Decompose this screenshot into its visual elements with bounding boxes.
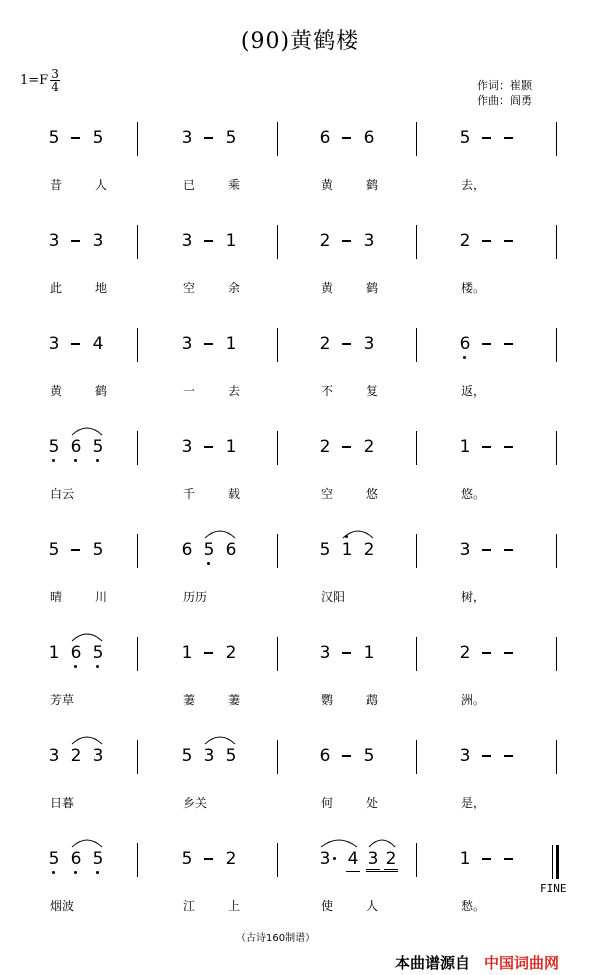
note: 3: [48, 231, 60, 251]
note: 5: [47, 849, 61, 869]
note: 6: [225, 540, 237, 560]
lyric: 昔: [50, 178, 63, 192]
note: 3: [363, 334, 375, 354]
note: 3: [181, 231, 193, 251]
system-6: [0, 643, 600, 735]
duration-dash: [482, 240, 491, 242]
note: 3: [319, 849, 331, 869]
note: 1: [225, 437, 237, 457]
key-label: 1=F: [20, 73, 49, 88]
note: 5: [91, 849, 105, 869]
note: 6: [69, 849, 83, 869]
duration-dash: [71, 137, 80, 139]
system-3: [0, 334, 600, 426]
slur: [342, 527, 374, 539]
note: 5: [459, 128, 471, 148]
duration-dash: [71, 549, 80, 551]
low-octave-dot: [74, 665, 77, 668]
note: 3: [319, 643, 331, 663]
final-barline-thin: [552, 845, 553, 879]
barline: [277, 225, 278, 259]
duration-dash: [204, 137, 213, 139]
lyric: 日暮: [50, 796, 75, 810]
note: 3: [367, 849, 379, 869]
note: 5: [319, 540, 331, 560]
lyric: 鹉: [366, 693, 379, 707]
lyric: 芳草: [50, 693, 75, 707]
barline: [137, 843, 138, 877]
note: 2: [363, 540, 375, 560]
note: 1: [225, 334, 237, 354]
lyric: 返，: [461, 384, 486, 398]
lyric: 树，: [461, 590, 486, 604]
low-octave-dot: [74, 459, 77, 462]
system-1: [0, 128, 600, 220]
note: 3: [181, 437, 193, 457]
barline: [416, 534, 417, 568]
barline: [556, 431, 557, 465]
lyric: 江: [183, 899, 196, 913]
barline: [277, 740, 278, 774]
note: 5: [92, 540, 104, 560]
duration-dash: [482, 137, 491, 139]
barline: [137, 740, 138, 774]
note: 2: [363, 437, 375, 457]
duration-dash: [342, 755, 351, 757]
duration-dash: [504, 446, 513, 448]
barline: [556, 637, 557, 671]
note: 3: [181, 334, 193, 354]
note: 6: [69, 643, 83, 663]
lyric: 一: [183, 384, 196, 398]
barline: [416, 843, 417, 877]
lyric: 上: [228, 899, 241, 913]
lyric: 千: [183, 487, 196, 501]
source-brand: 中国词曲网: [484, 954, 560, 972]
lyric: 空: [183, 281, 196, 295]
eighth-underline: [346, 871, 360, 872]
lyric: 黄: [321, 178, 334, 192]
duration-dash: [342, 343, 351, 345]
credits: [477, 78, 532, 108]
note: 1: [340, 540, 354, 560]
note: 6: [319, 746, 331, 766]
lyric: 萋: [183, 693, 196, 707]
low-octave-dot: [52, 459, 55, 462]
slur: [204, 527, 236, 539]
note: 1: [363, 643, 375, 663]
note: 6: [458, 334, 472, 354]
lyric: 此: [50, 281, 63, 295]
barline: [277, 328, 278, 362]
note: 2: [319, 437, 331, 457]
note: 5: [181, 849, 193, 869]
lyric: 人: [366, 899, 379, 913]
lyric: 黄: [50, 384, 63, 398]
note: 1: [225, 231, 237, 251]
barline: [277, 637, 278, 671]
lyricist-credit: 作词：崔颢: [477, 79, 532, 92]
lyric: 去，: [461, 178, 486, 192]
lyric: 不: [321, 384, 334, 398]
duration-dash: [204, 343, 213, 345]
note: 4: [347, 849, 359, 869]
low-octave-dot: [207, 562, 210, 565]
low-octave-dot: [96, 665, 99, 668]
duration-dash: [342, 446, 351, 448]
lyric: 悠: [366, 487, 379, 501]
duration-dash: [504, 343, 513, 345]
note: 3: [459, 540, 471, 560]
note: 2: [319, 334, 331, 354]
barline: [416, 225, 417, 259]
duration-dash: [204, 446, 213, 448]
note: 3: [363, 231, 375, 251]
duration-dash: [204, 240, 213, 242]
note: 5: [181, 746, 193, 766]
lyric: 使: [321, 899, 334, 913]
duration-dash: [71, 343, 80, 345]
note: 1: [459, 437, 471, 457]
lyric: 川: [95, 590, 108, 604]
note: 6: [363, 128, 375, 148]
eighth-underline: [366, 871, 398, 872]
note: 3: [48, 746, 60, 766]
duration-dash: [504, 137, 513, 139]
barline: [556, 225, 557, 259]
note: 6: [319, 128, 331, 148]
duration-dash: [482, 858, 491, 860]
duration-dash: [482, 549, 491, 551]
note: 2: [319, 231, 331, 251]
source-prefix: 本曲谱源自: [395, 954, 471, 972]
duration-dash: [482, 343, 491, 345]
note: 1: [181, 643, 193, 663]
barline: [556, 122, 557, 156]
note: 3: [48, 334, 60, 354]
composer-credit: 作曲：阎勇: [477, 94, 532, 107]
low-octave-dot: [52, 871, 55, 874]
lyric: 洲。: [461, 693, 486, 707]
low-octave-dot: [96, 871, 99, 874]
note: 6: [181, 540, 193, 560]
barline: [416, 740, 417, 774]
note: 2: [385, 849, 397, 869]
barline: [556, 328, 557, 362]
barline: [277, 431, 278, 465]
slur: [71, 836, 103, 848]
note: 5: [363, 746, 375, 766]
note: 1: [48, 643, 60, 663]
barline: [137, 534, 138, 568]
note: 5: [92, 128, 104, 148]
duration-dash: [71, 240, 80, 242]
note: 5: [225, 746, 237, 766]
lyric: 晴: [50, 590, 63, 604]
duration-dash: [504, 549, 513, 551]
lyric: 愁。: [461, 899, 486, 913]
note: 2: [225, 643, 237, 663]
note: 3: [181, 128, 193, 148]
lyric: 鹤: [366, 281, 379, 295]
lyric: 乡关: [183, 796, 208, 810]
barline: [416, 431, 417, 465]
low-octave-dot: [463, 356, 466, 359]
song-title: (90)黄鹤楼: [240, 29, 360, 54]
duration-dash: [504, 858, 513, 860]
duration-dash: [342, 137, 351, 139]
arranger-note: （古诗160制谱）: [236, 933, 316, 944]
lyric: 空: [321, 487, 334, 501]
barline: [137, 328, 138, 362]
note: 5: [47, 437, 61, 457]
source-credit: [395, 952, 559, 973]
system-5: [0, 540, 600, 632]
system-4: [0, 437, 600, 529]
slur: [71, 630, 103, 642]
system-2: [0, 231, 600, 323]
slur: [204, 733, 236, 745]
note: 5: [225, 128, 237, 148]
note: 5: [202, 540, 216, 560]
lyric: 乘: [228, 178, 241, 192]
slur: [368, 836, 396, 848]
note: 1: [459, 849, 471, 869]
lyric: 萋: [228, 693, 241, 707]
fine-label: FINE: [540, 882, 567, 895]
lyric: 汉阳: [321, 590, 346, 604]
slur: [320, 836, 358, 848]
lyric: 处: [366, 796, 379, 810]
time-denominator: 4: [51, 80, 59, 94]
note: 5: [48, 540, 60, 560]
note: 2: [459, 643, 471, 663]
lyric: 何: [321, 796, 334, 810]
time-numerator: 3: [51, 67, 59, 81]
duration-dash: [342, 240, 351, 242]
lyric: 楼。: [461, 281, 486, 295]
barline: [137, 122, 138, 156]
barline: [277, 843, 278, 877]
lyric: 鹤: [366, 178, 379, 192]
duration-dash: [504, 240, 513, 242]
lyric: 鹦: [321, 693, 334, 707]
system-7: [0, 746, 600, 838]
lyric: 烟波: [50, 899, 75, 913]
barline: [137, 637, 138, 671]
slur: [71, 733, 103, 745]
duration-dash: [204, 858, 213, 860]
barline: [277, 534, 278, 568]
barline: [416, 637, 417, 671]
barline: [137, 225, 138, 259]
note: 3: [459, 746, 471, 766]
note: 2: [225, 849, 237, 869]
lyric: 黄: [321, 281, 334, 295]
lyric: 是，: [461, 796, 486, 810]
barline: [416, 122, 417, 156]
note: 3: [203, 746, 215, 766]
time-signature: [50, 68, 60, 93]
lyric: 悠。: [461, 487, 486, 501]
lyric: 载: [228, 487, 241, 501]
final-barline-thick: [556, 845, 559, 879]
lyric: 复: [366, 384, 379, 398]
note: 2: [459, 231, 471, 251]
slur: [71, 424, 103, 436]
note: 2: [70, 746, 82, 766]
lyric: 白云: [50, 487, 75, 501]
lyric: 鹤: [95, 384, 108, 398]
lyric: 已: [183, 178, 196, 192]
barline: [277, 122, 278, 156]
barline: [556, 740, 557, 774]
low-octave-dot: [96, 459, 99, 462]
note: 3: [92, 746, 104, 766]
lyric: 去: [228, 384, 241, 398]
duration-dash: [504, 755, 513, 757]
note: 5: [91, 643, 105, 663]
duration-dash: [482, 652, 491, 654]
duration-dash: [204, 652, 213, 654]
note: 4: [92, 334, 104, 354]
barline: [416, 328, 417, 362]
duration-dash: [482, 755, 491, 757]
duration-dash: [482, 446, 491, 448]
low-octave-dot: [74, 871, 77, 874]
lyric: 余: [228, 281, 241, 295]
note: 6: [69, 437, 83, 457]
lyric: 人: [95, 178, 108, 192]
duration-dash: [342, 652, 351, 654]
augmentation-dot: [333, 857, 336, 860]
duration-dash: [504, 652, 513, 654]
key-signature: [20, 68, 60, 93]
note: 5: [48, 128, 60, 148]
barline: [556, 534, 557, 568]
note: 3: [92, 231, 104, 251]
lyric: 地: [95, 281, 108, 295]
lyric: 历历: [183, 590, 208, 604]
barline: [137, 431, 138, 465]
note: 5: [91, 437, 105, 457]
